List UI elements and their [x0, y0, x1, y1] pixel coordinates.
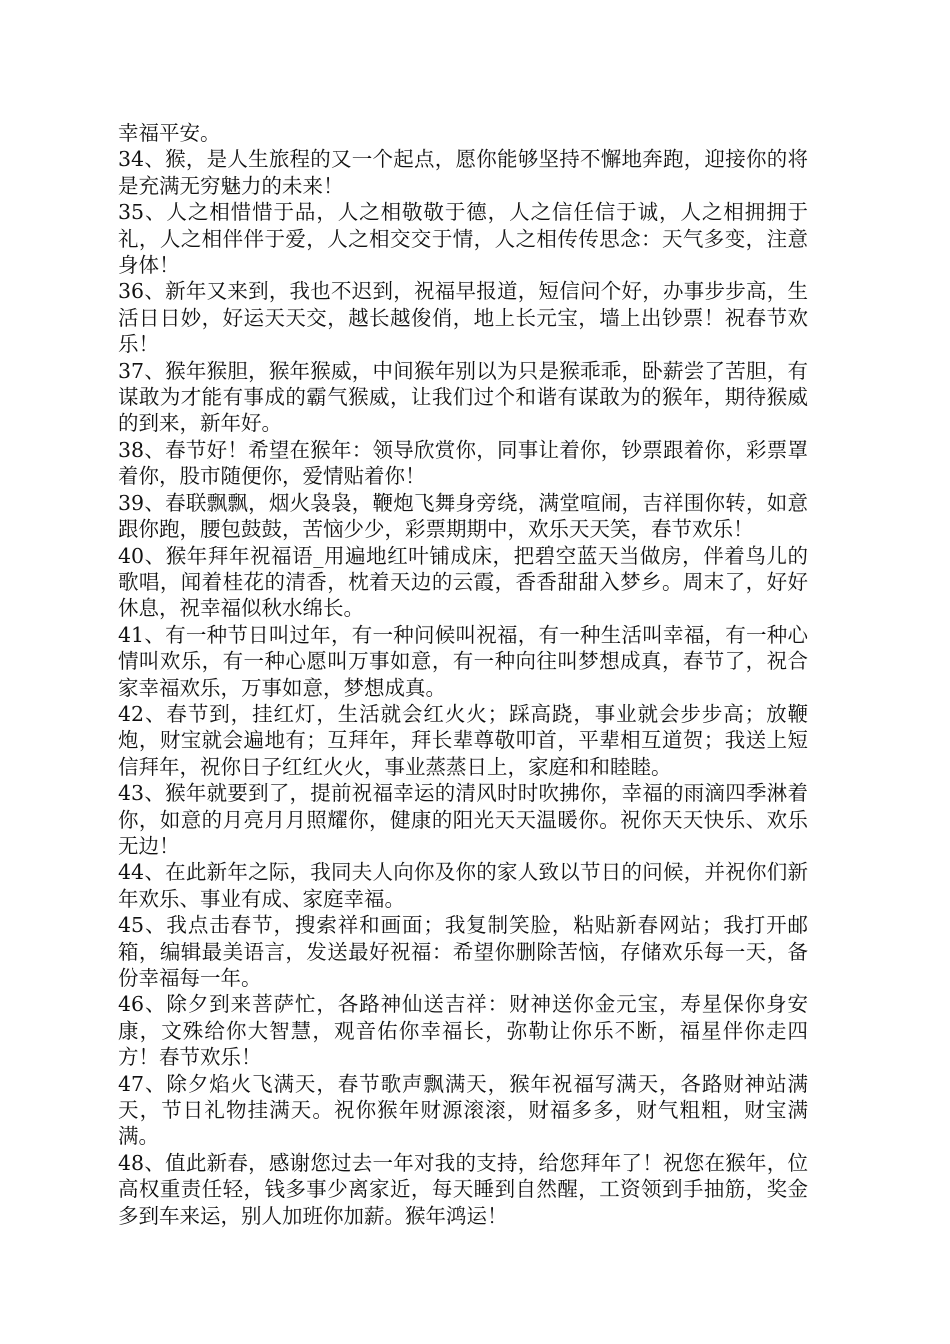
greeting-item-40: 40、猴年拜年祝福语_用遍地红叶铺成床，把碧空蓝天当做房，伴着鸟儿的歌唱，闻着桂花的清香，枕着天边的云霞，香香甜甜入梦乡。周末了，好好休息，祝幸福似秋水绵长。: [118, 543, 808, 621]
greeting-item-45: 45、我点击春节，搜索祥和画面；我复制笑脸，粘贴新春网站；我打开邮箱，编辑最美语言，发送最好祝福：希望你删除苦恼，存储欢乐每一天，备份幸福每一年。: [118, 913, 808, 990]
greeting-item-43: 43、猴年就要到了，提前祝福幸运的清风时时吹拂你，幸福的雨滴四季淋着你，如意的月亮月月照耀你，健康的阳光天天温暖你。祝你天天快乐、欢乐无边！: [118, 781, 808, 858]
greeting-item-47: 47、除夕焰火飞满天，春节歌声飘满天，猴年祝福写满天，各路财神站满天，节日礼物挂满天。祝你猴年财源滚滚，财福多多，财气粗粗，财宝满满。: [118, 1071, 808, 1149]
greeting-item-36: 36、新年又来到，我也不迟到，祝福早报道，短信问个好，办事步步高，生活日日妙，好运天天交，越长越俊俏，地上长元宝，墙上出钞票！祝春节欢乐！: [118, 279, 808, 357]
paragraph-continuation: 幸福平安。: [118, 121, 221, 145]
greeting-item-37: 37、猴年猴胆，猴年猴威，中间猴年别以为只是猴乖乖，卧薪尝了苦胆，有谋敢为才能有事成的霸气猴威，让我们过个和谐有谋敢为的猴年，期待猴威的到来，新年好。: [118, 358, 808, 436]
greeting-item-46: 46、除夕到来菩萨忙，各路神仙送吉祥：财神送你金元宝，寿星保你身安康，文殊给你大智慧，观音佑你幸福长，弥勒让你乐不断，福星伴你走四方！春节欢乐！: [118, 992, 808, 1070]
document-body: [118, 120, 808, 1229]
greeting-item-41: 41、有一种节日叫过年，有一种问候叫祝福，有一种生活叫幸福，有一种心情叫欢乐，有一种心愿叫万事如意，有一种向往叫梦想成真，春节了，祝合家幸福欢乐，万事如意，梦想成真。: [118, 622, 808, 700]
greeting-item-35: 35、人之相惜惜于品，人之相敬敬于德，人之信任信于诚，人之相拥拥于礼，人之相伴伴于爱，人之相交交于情，人之相传传思念：天气多变，注意身体！: [118, 200, 808, 278]
greeting-item-48: 48、值此新春，感谢您过去一年对我的支持，给您拜年了！祝您在猴年，位高权重责任轻，钱多事少离家近，每天睡到自然醒，工资领到手抽筋，奖金多到车来运，别人加班你加薪。猴年鸿运！: [118, 1150, 808, 1228]
greeting-item-34: 34、猴，是人生旅程的又一个起点，愿你能够坚持不懈地奔跑，迎接你的将是充满无穷魅力的未来！: [118, 147, 808, 198]
greeting-item-38: 38、春节好！希望在猴年：领导欣赏你，同事让着你，钞票跟着你，彩票罩着你，股市随便你，爱情贴着你！: [118, 437, 808, 489]
greeting-item-44: 44、在此新年之际，我同夫人向你及你的家人致以节日的问候，并祝你们新年欢乐、事业有成、家庭幸福。: [118, 860, 808, 911]
greeting-item-42: 42、春节到，挂红灯，生活就会红火火；踩高跷，事业就会步步高；放鞭炮，财宝就会遍地有；互拜年，拜长辈尊敬叩首，平辈相互道贺；我送上短信拜年，祝你日子红红火火，事业蒸蒸日上，家庭和和睦睦。: [118, 701, 808, 779]
greeting-item-39: 39、春联飘飘，烟火袅袅，鞭炮飞舞身旁绕，满堂喧闹，吉祥围你转，如意跟你跑，腰包鼓鼓，苦恼少少，彩票期期中，欢乐天天笑，春节欢乐！: [118, 490, 808, 542]
